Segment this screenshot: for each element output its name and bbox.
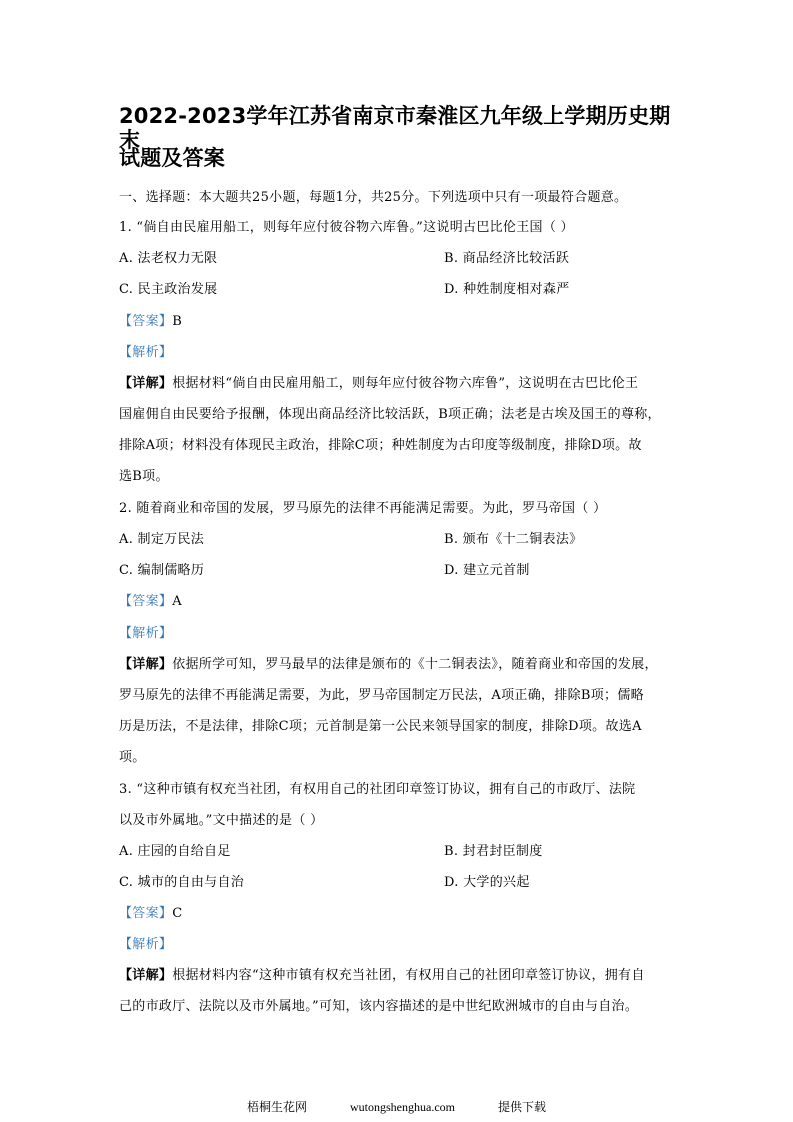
question-1-option-d: D. 种姓制度相对森严: [444, 282, 570, 297]
question-2-analysis-label: 【解析】: [119, 626, 173, 641]
question-1-answer: [119, 314, 182, 330]
question-1-analysis-label: 【解析】: [119, 345, 173, 360]
question-1-detail-line-4: 选B项。: [119, 469, 169, 484]
question-2-answer: [119, 594, 182, 610]
question-2-option-c: C. 编制儒略历: [119, 563, 205, 578]
question-3-analysis-label: 【解析】: [119, 937, 173, 952]
answer-value: B: [172, 314, 183, 329]
answer-value: A: [172, 594, 182, 609]
document-title-line-2: 试题及答案: [119, 146, 225, 170]
question-3-detail-line-2: 己的市政厅、法院以及市外属地。”可知，该内容描述的是中世纪欧洲城市的自由与自治。: [119, 999, 639, 1014]
detail-text: 根据材料内容“这种市镇有权充当社团，有权用自己的社团印章签订协议，拥有自: [172, 968, 645, 983]
question-2-detail-line-4: 项。: [119, 750, 146, 765]
detail-text: 依据所学可知，罗马最早的法律是颁布的《十二铜表法》，随着商业和帝国的发展，: [172, 657, 658, 672]
detail-label: 【详解】: [119, 657, 173, 672]
question-2-detail-line-2: 罗马原先的法律不再能满足需要，为此，罗马帝国制定万民法，A项正确，排除B项；儒略: [119, 688, 644, 703]
question-2-option-d: D. 建立元首制: [444, 563, 530, 578]
question-3-option-d: D. 大学的兴起: [444, 875, 530, 890]
detail-label: 【详解】: [119, 968, 173, 983]
question-1-stem: 1. “倘自由民雇用船工，则每年应付彼谷物六库鲁。”这说明古巴比伦王国（ ）: [119, 220, 574, 235]
question-1-detail-line-3: 排除A项；材料没有体现民主政治，排除C项；种姓制度为古印度等级制度，排除D项。故: [119, 438, 642, 453]
question-1-option-c: C. 民主政治发展: [119, 282, 218, 297]
question-3-option-a: A. 庄园的自给自足: [119, 844, 231, 859]
detail-text: 根据材料“倘自由民雇用船工，则每年应付彼谷物六库鲁”，这说明在古巴比伦王: [172, 376, 639, 391]
question-3-stem-line-1: 3. “这种市镇有权充当社团，有权用自己的社团印章签订协议，拥有自己的市政厅、法院: [119, 782, 636, 797]
question-3-answer: [119, 906, 182, 922]
question-1-detail-line-2: 国雇佣自由民要给予报酬，体现出商品经济比较活跃，B项正确；法老是古埃及国王的尊称，: [119, 407, 661, 422]
question-2-detail-line-1: [119, 657, 658, 673]
question-1-detail-line-1: [119, 376, 638, 392]
answer-value: C: [172, 906, 183, 921]
answer-label: 【答案】: [119, 594, 173, 609]
question-1-option-a: A. 法老权力无限: [119, 251, 218, 266]
question-2-stem: 2. 随着商业和帝国的发展，罗马原先的法律不再能满足需要。为此，罗马帝国（ ）: [119, 501, 607, 516]
question-3-option-b: B. 封君封臣制度: [444, 844, 543, 859]
detail-label: 【详解】: [119, 376, 173, 391]
document-title-line-1: 2022-2023学年江苏省南京市秦淮区九年级上学期历史期末: [119, 104, 671, 152]
answer-label: 【答案】: [119, 314, 173, 329]
footer-url[interactable]: wutongshenghua.com: [350, 1100, 455, 1114]
section-intro: 一、选择题：本大题共25小题，每题1分，共25分。下列选项中只有一项最符合题意。: [119, 190, 628, 205]
footer-suffix: 提供下载: [497, 1100, 546, 1114]
question-2-detail-line-3: 历是历法，不是法律，排除C项；元首制是第一公民来领导国家的制度，排除D项。故选A: [119, 719, 642, 734]
question-3-stem-line-2: 以及市外属地。”文中描述的是（ ）: [119, 813, 324, 828]
question-3-detail-line-1: [119, 968, 645, 984]
question-2-option-b: B. 颁布《十二铜表法》: [444, 532, 583, 547]
question-3-option-c: C. 城市的自由与自治: [119, 875, 245, 890]
page-footer: [0, 1100, 793, 1114]
footer-site-name: 梧桐生花网: [246, 1100, 307, 1114]
question-1-option-b: B. 商品经济比较活跃: [444, 251, 570, 266]
question-2-option-a: A. 制定万民法: [119, 532, 205, 547]
answer-label: 【答案】: [119, 906, 173, 921]
